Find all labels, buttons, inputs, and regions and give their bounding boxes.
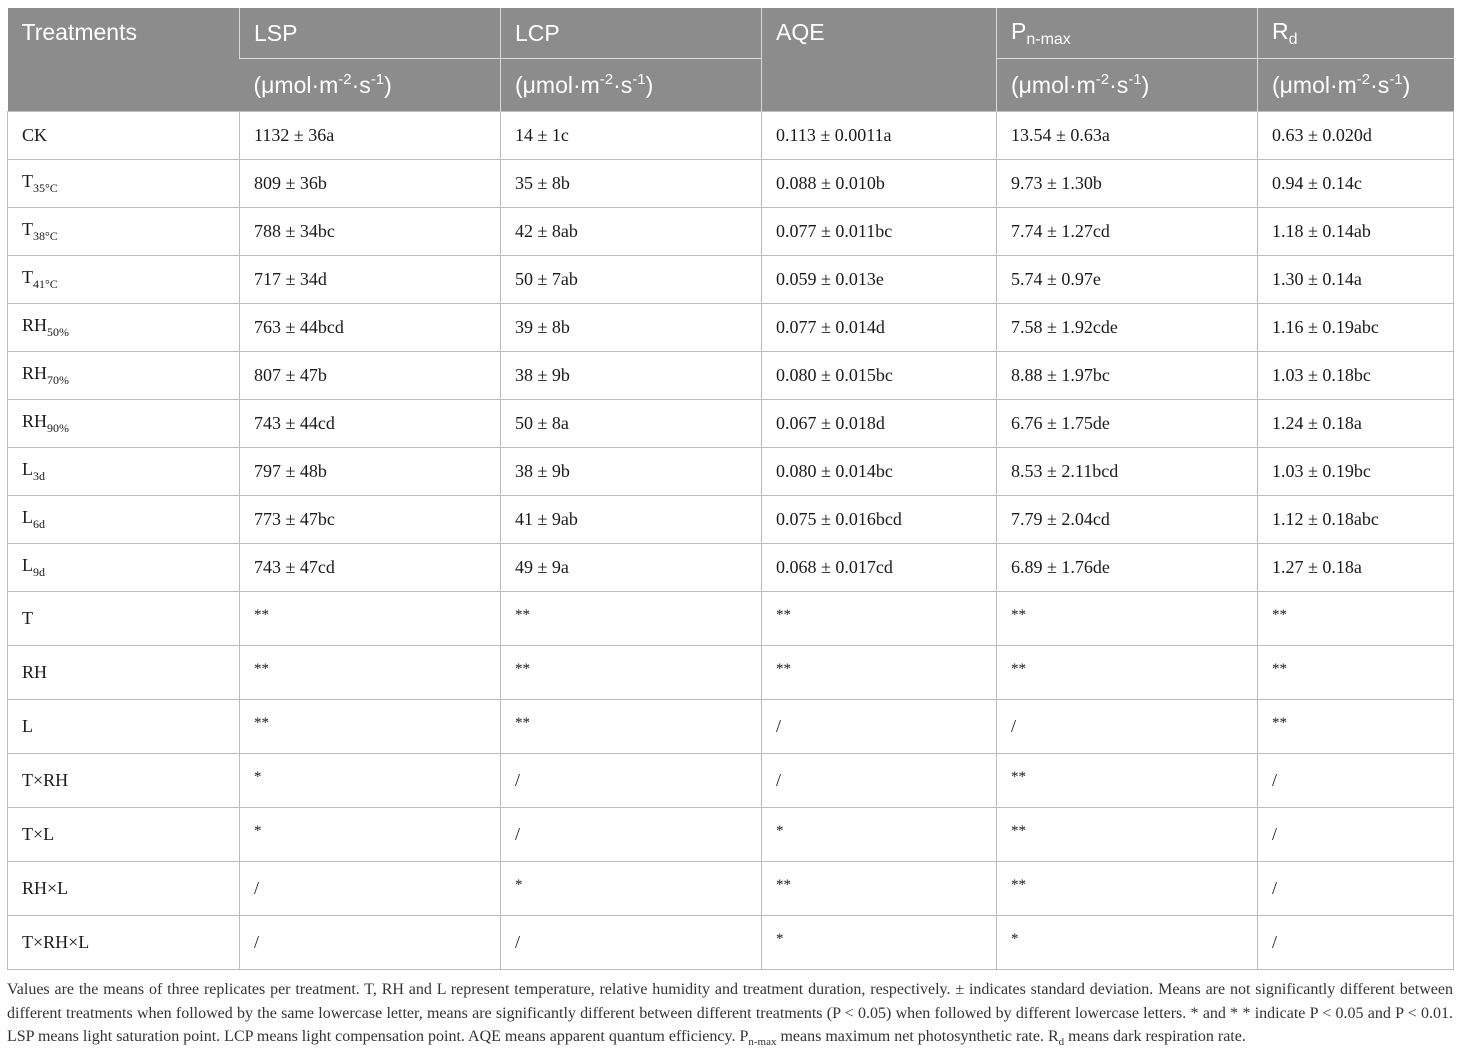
lcp-cell: 39 ± 8b	[501, 304, 762, 352]
header-lcp-unit: $(\mu mol\cdot m^{-2}\cdot s^{-1})$	[501, 59, 762, 112]
rd-cell: /	[1258, 808, 1454, 862]
pnmax-cell: **	[997, 808, 1258, 862]
table-row	[8, 256, 1454, 304]
treatment-cell: $L_{3d}$	[8, 448, 240, 496]
header-pnmax: $P_{n-max}$	[997, 8, 1258, 59]
rd-cell: 1.12 ± 0.18abc	[1258, 496, 1454, 544]
treatment-cell: $RH_{90\%}$	[8, 400, 240, 448]
pnmax-cell: 7.58 ± 1.92cde	[997, 304, 1258, 352]
treatment-cell: $RH_{50\%}$	[8, 304, 240, 352]
table-row	[8, 592, 1454, 646]
pnmax-cell: **	[997, 862, 1258, 916]
pnmax-cell: 7.79 ± 2.04cd	[997, 496, 1258, 544]
pnmax-cell: 13.54 ± 0.63a	[997, 112, 1258, 160]
pnmax-cell: **	[997, 646, 1258, 700]
header-lsp-unit: $(\mu mol\cdot m^{-2}\cdot s^{-1})$	[240, 59, 501, 112]
pnmax-cell: /	[997, 700, 1258, 754]
pnmax-cell: 7.74 ± 1.27cd	[997, 208, 1258, 256]
table-row	[8, 862, 1454, 916]
table-row	[8, 112, 1454, 160]
lsp-cell: 773 ± 47bc	[240, 496, 501, 544]
lsp-cell: **	[240, 592, 501, 646]
lsp-cell: 1132 ± 36a	[240, 112, 501, 160]
treatment-cell: $RH_{70\%}$	[8, 352, 240, 400]
table-row	[8, 208, 1454, 256]
rd-cell: 1.03 ± 0.18bc	[1258, 352, 1454, 400]
pnmax-cell: 6.89 ± 1.76de	[997, 544, 1258, 592]
treatment-cell: $L_{9d}$	[8, 544, 240, 592]
lcp-cell: /	[501, 754, 762, 808]
table-row	[8, 496, 1454, 544]
photosynthesis-parameters-table	[7, 8, 1454, 970]
treatment-cell: T×L	[8, 808, 240, 862]
aqe-cell: **	[762, 862, 997, 916]
aqe-cell: 0.080 ± 0.014bc	[762, 448, 997, 496]
aqe-cell: 0.088 ± 0.010b	[762, 160, 997, 208]
lsp-cell: /	[240, 862, 501, 916]
rd-cell: 1.24 ± 0.18a	[1258, 400, 1454, 448]
rd-cell: 1.30 ± 0.14a	[1258, 256, 1454, 304]
treatment-cell: T	[8, 592, 240, 646]
table-row	[8, 646, 1454, 700]
treatment-cell: $T_{38^\circ C}$	[8, 208, 240, 256]
lsp-cell: 797 ± 48b	[240, 448, 501, 496]
header-rd-unit: $(\mu mol\cdot m^{-2}\cdot s^{-1})$	[1258, 59, 1454, 112]
header-rd: $R_d$	[1258, 8, 1454, 59]
treatment-cell: $T_{41^\circ C}$	[8, 256, 240, 304]
lcp-cell: 38 ± 9b	[501, 448, 762, 496]
aqe-cell: /	[762, 754, 997, 808]
lcp-cell: 42 ± 8ab	[501, 208, 762, 256]
lcp-cell: 38 ± 9b	[501, 352, 762, 400]
pnmax-cell: 6.76 ± 1.75de	[997, 400, 1258, 448]
pnmax-cell: **	[997, 592, 1258, 646]
treatment-cell: CK	[8, 112, 240, 160]
aqe-cell: 0.113 ± 0.0011a	[762, 112, 997, 160]
lcp-cell: **	[501, 646, 762, 700]
pnmax-cell: 9.73 ± 1.30b	[997, 160, 1258, 208]
lcp-cell: 14 ± 1c	[501, 112, 762, 160]
rd-cell: 1.18 ± 0.14ab	[1258, 208, 1454, 256]
lsp-cell: *	[240, 754, 501, 808]
pnmax-cell: **	[997, 754, 1258, 808]
lcp-cell: **	[501, 592, 762, 646]
treatment-cell: L	[8, 700, 240, 754]
lcp-cell: 41 ± 9ab	[501, 496, 762, 544]
aqe-cell: 0.075 ± 0.016bcd	[762, 496, 997, 544]
lsp-cell: /	[240, 916, 501, 970]
aqe-cell: *	[762, 916, 997, 970]
lsp-cell: *	[240, 808, 501, 862]
rd-cell: **	[1258, 700, 1454, 754]
header-treatments: Treatments	[8, 8, 240, 112]
rd-cell: /	[1258, 916, 1454, 970]
treatment-cell: $L_{6d}$	[8, 496, 240, 544]
lsp-cell: 809 ± 36b	[240, 160, 501, 208]
table-row	[8, 304, 1454, 352]
aqe-cell: 0.077 ± 0.014d	[762, 304, 997, 352]
aqe-cell: 0.068 ± 0.017cd	[762, 544, 997, 592]
aqe-cell: 0.077 ± 0.011bc	[762, 208, 997, 256]
lsp-cell: 717 ± 34d	[240, 256, 501, 304]
aqe-cell: *	[762, 808, 997, 862]
table-row	[8, 544, 1454, 592]
lcp-cell: 49 ± 9a	[501, 544, 762, 592]
aqe-cell: 0.067 ± 0.018d	[762, 400, 997, 448]
table-container	[7, 8, 1453, 1055]
rd-cell: **	[1258, 646, 1454, 700]
table-footnote: Values are the means of three replicates per treatment. T, RH and L represent temperature, relative humidity and treatment duration, respectively. ± indicates standard deviation. Means are not significantly different between different treatments when followed by the same lowercase letter, means are significantly different between different treatments (P < 0.05) when followed by different lowercase letters. * and * * indicate P < 0.05 and P < 0.01. LSP means light saturation point. LCP means light compensation point. AQE means apparent quantum efficiency. $P_{n-max}$ means maximum net photosynthetic rate. $R_d$ means dark respiration rate.	[7, 981, 1453, 1048]
table-header	[8, 8, 1454, 112]
treatment-cell: T×RH×L	[8, 916, 240, 970]
header-lcp: LCP	[501, 8, 762, 59]
table-body	[8, 112, 1454, 970]
rd-cell: /	[1258, 754, 1454, 808]
pnmax-cell: 5.74 ± 0.97e	[997, 256, 1258, 304]
lsp-cell: 807 ± 47b	[240, 352, 501, 400]
rd-cell: 0.63 ± 0.020d	[1258, 112, 1454, 160]
rd-cell: **	[1258, 592, 1454, 646]
lsp-cell: 743 ± 47cd	[240, 544, 501, 592]
treatment-cell: T×RH	[8, 754, 240, 808]
treatment-cell: RH×L	[8, 862, 240, 916]
rd-cell: 1.27 ± 0.18a	[1258, 544, 1454, 592]
table-row	[8, 400, 1454, 448]
lcp-cell: 35 ± 8b	[501, 160, 762, 208]
table-row	[8, 754, 1454, 808]
lsp-cell: **	[240, 646, 501, 700]
lcp-cell: /	[501, 916, 762, 970]
rd-cell: 1.16 ± 0.19abc	[1258, 304, 1454, 352]
aqe-cell: **	[762, 646, 997, 700]
lcp-cell: 50 ± 7ab	[501, 256, 762, 304]
pnmax-cell: *	[997, 916, 1258, 970]
treatment-cell: RH	[8, 646, 240, 700]
lcp-cell: /	[501, 808, 762, 862]
aqe-cell: 0.059 ± 0.013e	[762, 256, 997, 304]
table-row	[8, 352, 1454, 400]
header-pnmax-unit: $(\mu mol\cdot m^{-2}\cdot s^{-1})$	[997, 59, 1258, 112]
treatment-cell: $T_{35^\circ C}$	[8, 160, 240, 208]
lcp-cell: *	[501, 862, 762, 916]
lsp-cell: 763 ± 44bcd	[240, 304, 501, 352]
lsp-cell: 788 ± 34bc	[240, 208, 501, 256]
pnmax-cell: 8.53 ± 2.11bcd	[997, 448, 1258, 496]
aqe-cell: **	[762, 592, 997, 646]
header-lsp: LSP	[240, 8, 501, 59]
rd-cell: 1.03 ± 0.19bc	[1258, 448, 1454, 496]
table-row	[8, 700, 1454, 754]
lsp-cell: **	[240, 700, 501, 754]
table-row	[8, 916, 1454, 970]
pnmax-cell: 8.88 ± 1.97bc	[997, 352, 1258, 400]
aqe-cell: 0.080 ± 0.015bc	[762, 352, 997, 400]
table-row	[8, 808, 1454, 862]
lsp-cell: 743 ± 44cd	[240, 400, 501, 448]
rd-cell: 0.94 ± 0.14c	[1258, 160, 1454, 208]
aqe-cell: /	[762, 700, 997, 754]
rd-cell: /	[1258, 862, 1454, 916]
table-row	[8, 448, 1454, 496]
header-aqe: AQE	[762, 8, 997, 112]
table-row	[8, 160, 1454, 208]
lcp-cell: **	[501, 700, 762, 754]
lcp-cell: 50 ± 8a	[501, 400, 762, 448]
